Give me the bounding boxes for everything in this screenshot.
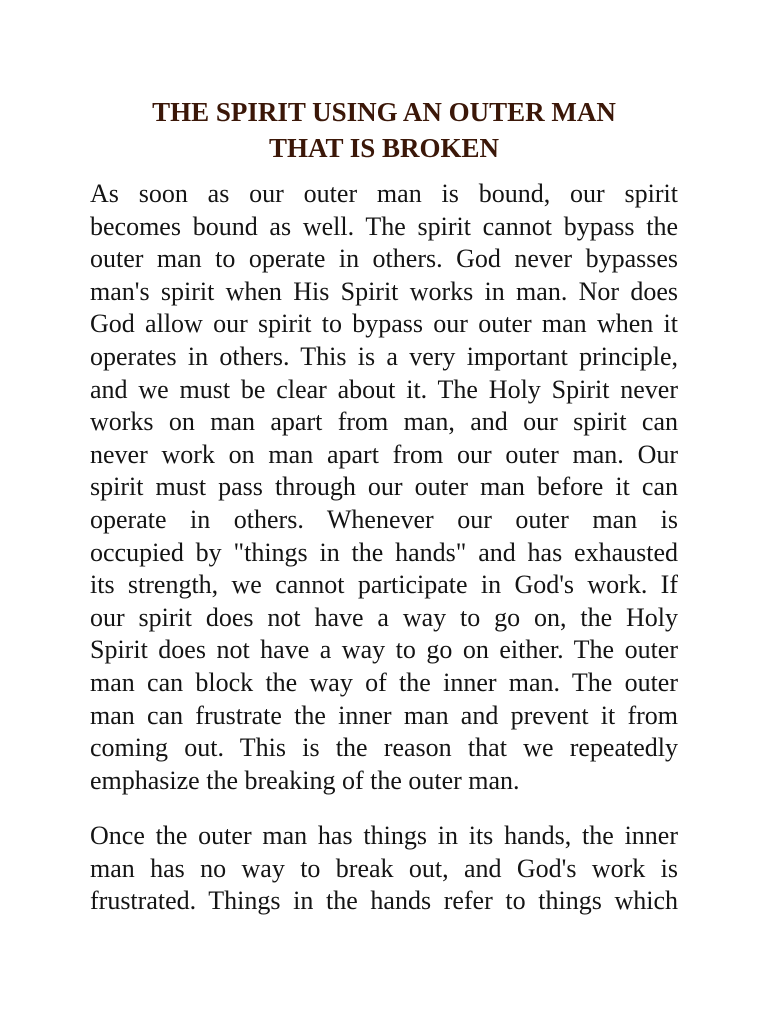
text-line: operates in others. This is a very important principle, [90,341,678,371]
text-line: man's spirit when His Spirit works in man. Nor does [90,276,678,306]
text-line: man can frustrate the inner man and prevent it from [90,700,678,730]
text-line: never work on man apart from our outer man. Our [90,439,678,469]
text-line: coming out. This is the reason that we repeatedly [90,733,678,763]
text-line: God allow our spirit to bypass our outer man when it [90,309,678,339]
text-line: works on man apart from man, and our spirit can [90,407,678,437]
text-line: and we must be clear about it. The Holy Spirit never [90,374,678,404]
text-line: Once the outer man has things in its hands, the inner [90,821,678,850]
text-line: occupied by "things in the hands" and has exhausted [90,537,678,567]
text-line: spirit must pass through our outer man before it can [90,472,678,502]
text-line: becomes bound as well. The spirit cannot bypass the [90,211,678,241]
text-line: As soon as our outer man is bound, our spirit [90,179,678,208]
text-line: Spirit does not have a way to go on either. The outer [90,635,678,665]
text-line: our spirit does not have a way to go on, the Holy [90,602,678,632]
text-line: operate in others. Whenever our outer man is [90,504,678,534]
page-title [90,94,678,166]
paragraph-1 [90,178,678,797]
text-line: frustrated. Things in the hands refer to things which [90,886,678,916]
text-line: its strength, we cannot participate in God's work. If [90,570,678,600]
title-line: THE SPIRIT USING AN OUTER MAN [152,97,616,127]
text-line: emphasize the breaking of the outer man. [90,765,520,795]
text-line: outer man to operate in others. God never bypasses [90,244,678,274]
title-line: THAT IS BROKEN [268,133,500,163]
paragraph-2 [90,820,678,918]
text-line: man has no way to break out, and God's work is [90,853,678,883]
text-line: man can block the way of the inner man. The outer [90,667,678,697]
